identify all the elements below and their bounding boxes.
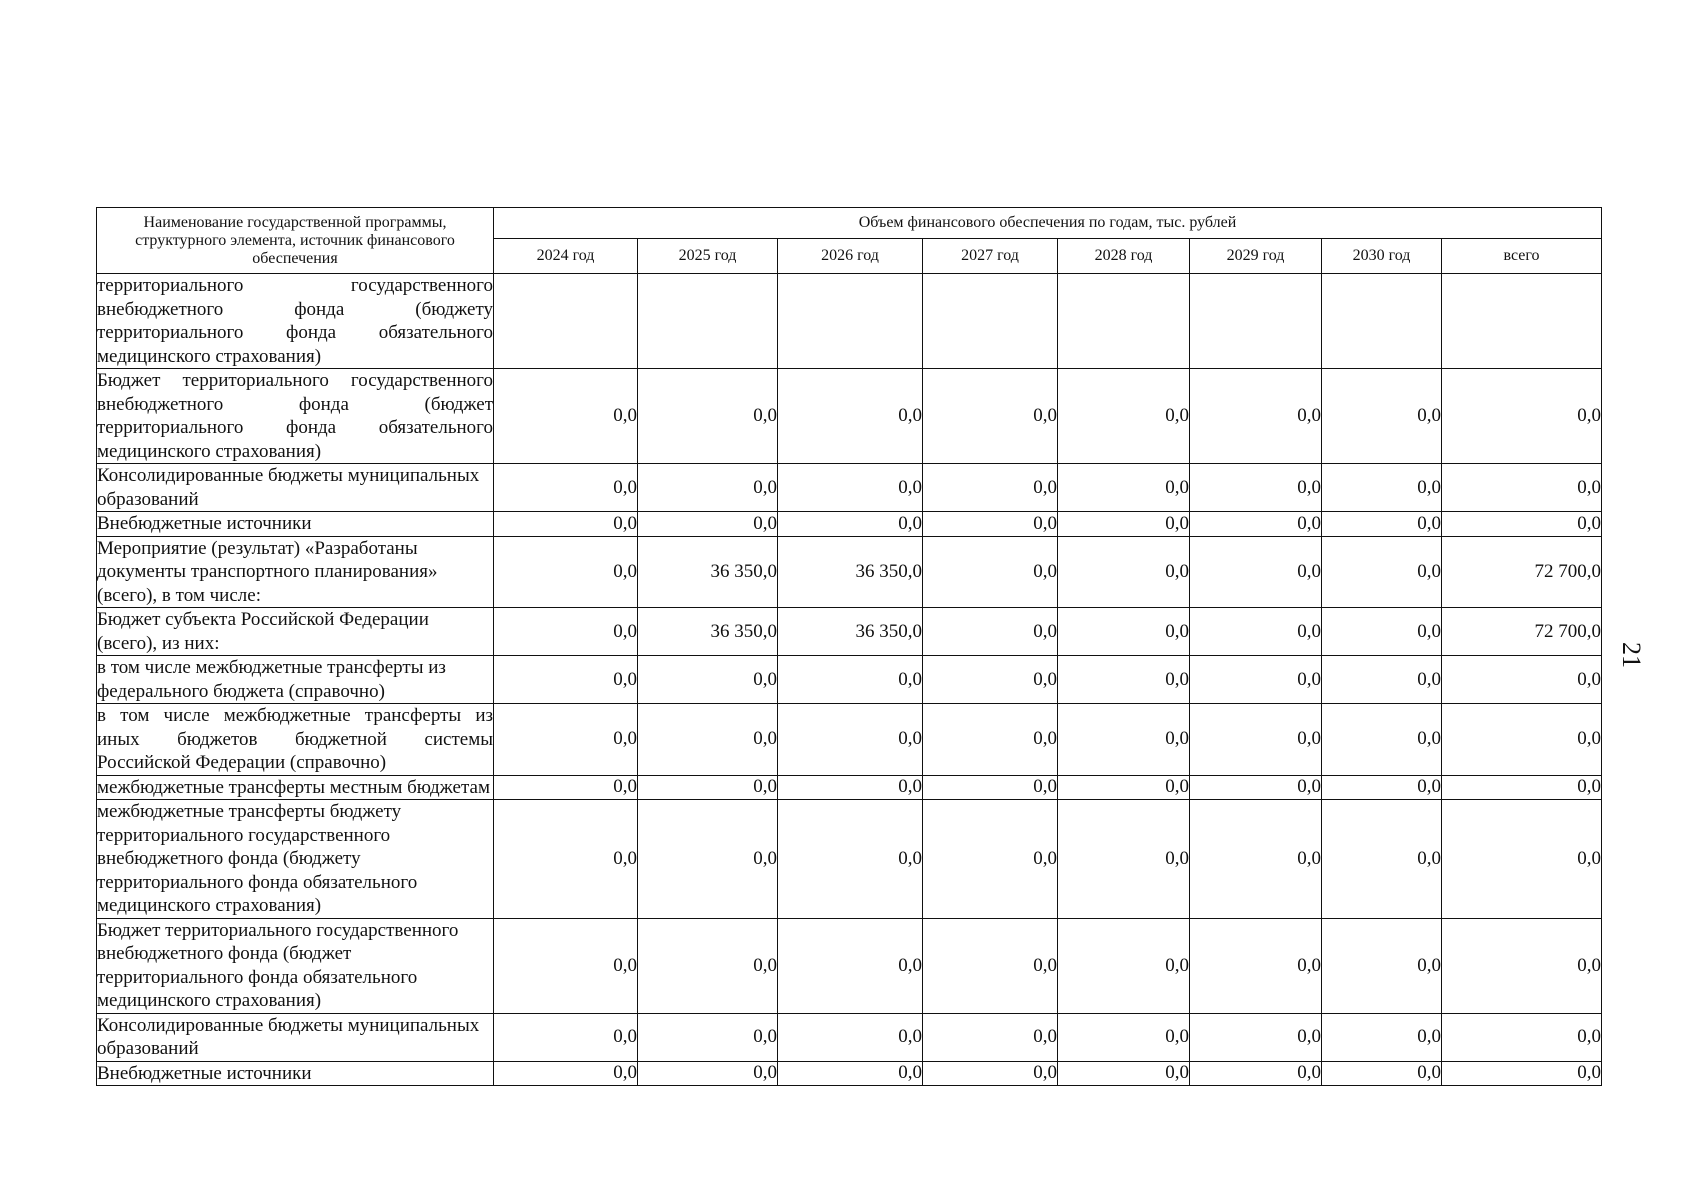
row-year-value: 0,0 xyxy=(1322,464,1442,512)
table-row xyxy=(97,274,1602,369)
row-year-value: 0,0 xyxy=(494,775,638,800)
row-year-value: 0,0 xyxy=(923,1061,1058,1086)
row-name: в том числе межбюджетные трансферты из иных бюджетов бюджетной системы Российской Федерации (справочно) xyxy=(97,705,493,773)
row-year-value: 0,0 xyxy=(1322,512,1442,537)
row-year-value: 0,0 xyxy=(923,369,1058,464)
row-year-value: 0,0 xyxy=(923,536,1058,608)
row-year-value xyxy=(638,274,778,369)
row-year-value: 0,0 xyxy=(1190,464,1322,512)
row-year-value xyxy=(923,274,1058,369)
row-year-value: 0,0 xyxy=(1190,704,1322,776)
table-row xyxy=(97,918,1602,1013)
page-number: 21 xyxy=(1617,642,1646,668)
row-year-value: 0,0 xyxy=(923,1013,1058,1061)
row-year-value: 0,0 xyxy=(1058,656,1190,704)
financing-table xyxy=(96,207,1602,1086)
row-year-value: 0,0 xyxy=(778,1061,923,1086)
row-year-value: 0,0 xyxy=(638,512,778,537)
row-year-value: 0,0 xyxy=(1322,608,1442,656)
row-year-value: 0,0 xyxy=(923,800,1058,919)
row-year-value: 0,0 xyxy=(494,704,638,776)
row-year-value: 0,0 xyxy=(1322,1061,1442,1086)
row-year-value: 0,0 xyxy=(778,369,923,464)
row-year-value: 0,0 xyxy=(778,464,923,512)
table-row xyxy=(97,775,1602,800)
row-year-value: 0,0 xyxy=(778,918,923,1013)
table-row xyxy=(97,800,1602,919)
row-name: Внебюджетные источники xyxy=(97,512,494,537)
row-year-value: 0,0 xyxy=(638,800,778,919)
row-total-value: 0,0 xyxy=(1442,800,1602,919)
row-year-value xyxy=(1190,274,1322,369)
row-year-value: 0,0 xyxy=(494,536,638,608)
row-year-value: 0,0 xyxy=(1058,608,1190,656)
row-year-value: 0,0 xyxy=(1058,800,1190,919)
row-year-value: 0,0 xyxy=(923,464,1058,512)
row-name: Мероприятие (результат) «Разработаны документы транспортного планирования» (всего), в том числе: xyxy=(97,536,494,608)
row-total-value: 72 700,0 xyxy=(1442,536,1602,608)
row-total-value xyxy=(1442,274,1602,369)
row-name: в том числе межбюджетные трансферты из федерального бюджета (справочно) xyxy=(97,656,494,704)
row-total-value: 0,0 xyxy=(1442,464,1602,512)
row-year-value: 0,0 xyxy=(1190,775,1322,800)
table-row xyxy=(97,608,1602,656)
row-year-value: 0,0 xyxy=(638,918,778,1013)
row-year-value: 0,0 xyxy=(1058,464,1190,512)
row-total-value: 0,0 xyxy=(1442,704,1602,776)
row-year-value: 0,0 xyxy=(494,512,638,537)
row-name: территориального государственного внебюджетного фонда (бюджету территориального фонда обязательного медицинского страхования) xyxy=(97,275,493,367)
row-year-value: 0,0 xyxy=(1322,656,1442,704)
row-year-value: 0,0 xyxy=(1322,918,1442,1013)
row-year-value: 0,0 xyxy=(778,800,923,919)
row-year-value: 0,0 xyxy=(638,1061,778,1086)
row-year-value: 0,0 xyxy=(494,918,638,1013)
row-year-value: 0,0 xyxy=(638,464,778,512)
row-name: Консолидированные бюджеты муниципальных образований xyxy=(97,464,494,512)
row-year-value: 0,0 xyxy=(494,464,638,512)
header-year: 2027 год xyxy=(923,239,1058,274)
row-year-value: 0,0 xyxy=(1190,656,1322,704)
header-year: 2025 год xyxy=(638,239,778,274)
header-volume-caption: Объем финансового обеспечения по годам, тыс. рублей xyxy=(494,208,1602,239)
row-name: Бюджет субъекта Российской Федерации (всего), из них: xyxy=(97,608,494,656)
table-row xyxy=(97,536,1602,608)
row-name: Внебюджетные источники xyxy=(97,1061,494,1086)
row-year-value: 0,0 xyxy=(1058,775,1190,800)
row-year-value: 0,0 xyxy=(923,512,1058,537)
row-year-value: 0,0 xyxy=(1058,704,1190,776)
row-year-value: 0,0 xyxy=(1322,704,1442,776)
row-year-value: 0,0 xyxy=(1058,1061,1190,1086)
row-year-value: 0,0 xyxy=(494,369,638,464)
row-year-value: 0,0 xyxy=(778,512,923,537)
row-year-value: 0,0 xyxy=(494,1061,638,1086)
row-year-value: 0,0 xyxy=(778,775,923,800)
row-year-value: 0,0 xyxy=(494,800,638,919)
row-year-value: 0,0 xyxy=(778,704,923,776)
header-year: 2026 год xyxy=(778,239,923,274)
row-year-value: 0,0 xyxy=(638,704,778,776)
row-year-value: 36 350,0 xyxy=(778,536,923,608)
row-year-value xyxy=(1058,274,1190,369)
row-total-value: 0,0 xyxy=(1442,512,1602,537)
row-year-value: 0,0 xyxy=(923,918,1058,1013)
row-year-value: 0,0 xyxy=(1190,1013,1322,1061)
row-year-value: 0,0 xyxy=(1190,369,1322,464)
row-name: Консолидированные бюджеты муниципальных образований xyxy=(97,1013,494,1061)
row-year-value: 0,0 xyxy=(1190,536,1322,608)
row-year-value: 0,0 xyxy=(1322,369,1442,464)
row-year-value: 0,0 xyxy=(1058,918,1190,1013)
row-year-value: 0,0 xyxy=(923,775,1058,800)
row-year-value: 0,0 xyxy=(1322,536,1442,608)
row-year-value xyxy=(494,274,638,369)
row-year-value: 0,0 xyxy=(638,656,778,704)
table-row xyxy=(97,704,1602,776)
header-year: 2029 год xyxy=(1190,239,1322,274)
row-year-value: 0,0 xyxy=(1322,775,1442,800)
row-year-value: 36 350,0 xyxy=(778,608,923,656)
row-year-value: 0,0 xyxy=(1190,1061,1322,1086)
table-row xyxy=(97,1061,1602,1086)
row-year-value: 0,0 xyxy=(778,1013,923,1061)
table-row xyxy=(97,369,1602,464)
row-year-value: 0,0 xyxy=(638,1013,778,1061)
row-year-value: 0,0 xyxy=(638,775,778,800)
row-total-value: 0,0 xyxy=(1442,656,1602,704)
row-year-value: 0,0 xyxy=(1190,918,1322,1013)
header-year: 2024 год xyxy=(494,239,638,274)
row-year-value: 0,0 xyxy=(1058,369,1190,464)
row-total-value: 0,0 xyxy=(1442,918,1602,1013)
table-header xyxy=(97,208,1602,274)
row-year-value: 0,0 xyxy=(923,608,1058,656)
row-year-value: 0,0 xyxy=(1190,608,1322,656)
row-year-value: 0,0 xyxy=(494,608,638,656)
table-row xyxy=(97,512,1602,537)
row-year-value: 0,0 xyxy=(1058,512,1190,537)
row-total-value: 72 700,0 xyxy=(1442,608,1602,656)
header-total: всего xyxy=(1442,239,1602,274)
row-year-value: 0,0 xyxy=(778,656,923,704)
table-row xyxy=(97,656,1602,704)
row-year-value: 0,0 xyxy=(1322,800,1442,919)
row-year-value: 0,0 xyxy=(923,656,1058,704)
row-year-value: 0,0 xyxy=(494,656,638,704)
header-name-column: Наименование государственной программы, структурного элемента, источник финансового обеспечения xyxy=(97,208,494,274)
header-year: 2028 год xyxy=(1058,239,1190,274)
header-year: 2030 год xyxy=(1322,239,1442,274)
row-name: межбюджетные трансферты бюджету территориального государственного внебюджетного фонда (бюджету территориального фонда обязательного медицинского страхования) xyxy=(97,800,494,919)
row-name: Бюджет территориального государственного внебюджетного фонда (бюджет территориального фонда обязательного медицинского страхования) xyxy=(97,918,494,1013)
row-year-value: 0,0 xyxy=(923,704,1058,776)
row-year-value: 0,0 xyxy=(494,1013,638,1061)
table-row xyxy=(97,1013,1602,1061)
row-total-value: 0,0 xyxy=(1442,1061,1602,1086)
table-body xyxy=(97,274,1602,1086)
row-year-value: 36 350,0 xyxy=(638,608,778,656)
row-year-value: 0,0 xyxy=(1058,1013,1190,1061)
row-year-value: 0,0 xyxy=(638,369,778,464)
row-year-value xyxy=(1322,274,1442,369)
row-total-value: 0,0 xyxy=(1442,369,1602,464)
row-name: межбюджетные трансферты местным бюджетам xyxy=(97,775,494,800)
row-year-value: 0,0 xyxy=(1058,536,1190,608)
row-year-value xyxy=(778,274,923,369)
row-total-value: 0,0 xyxy=(1442,1013,1602,1061)
row-total-value: 0,0 xyxy=(1442,775,1602,800)
row-year-value: 0,0 xyxy=(1190,512,1322,537)
row-year-value: 0,0 xyxy=(1190,800,1322,919)
row-year-value: 0,0 xyxy=(1322,1013,1442,1061)
table-row xyxy=(97,464,1602,512)
row-name: Бюджет территориального государственного внебюджетного фонда (бюджет территориального фонда обязательного медицинского страхования) xyxy=(97,370,493,462)
row-year-value: 36 350,0 xyxy=(638,536,778,608)
